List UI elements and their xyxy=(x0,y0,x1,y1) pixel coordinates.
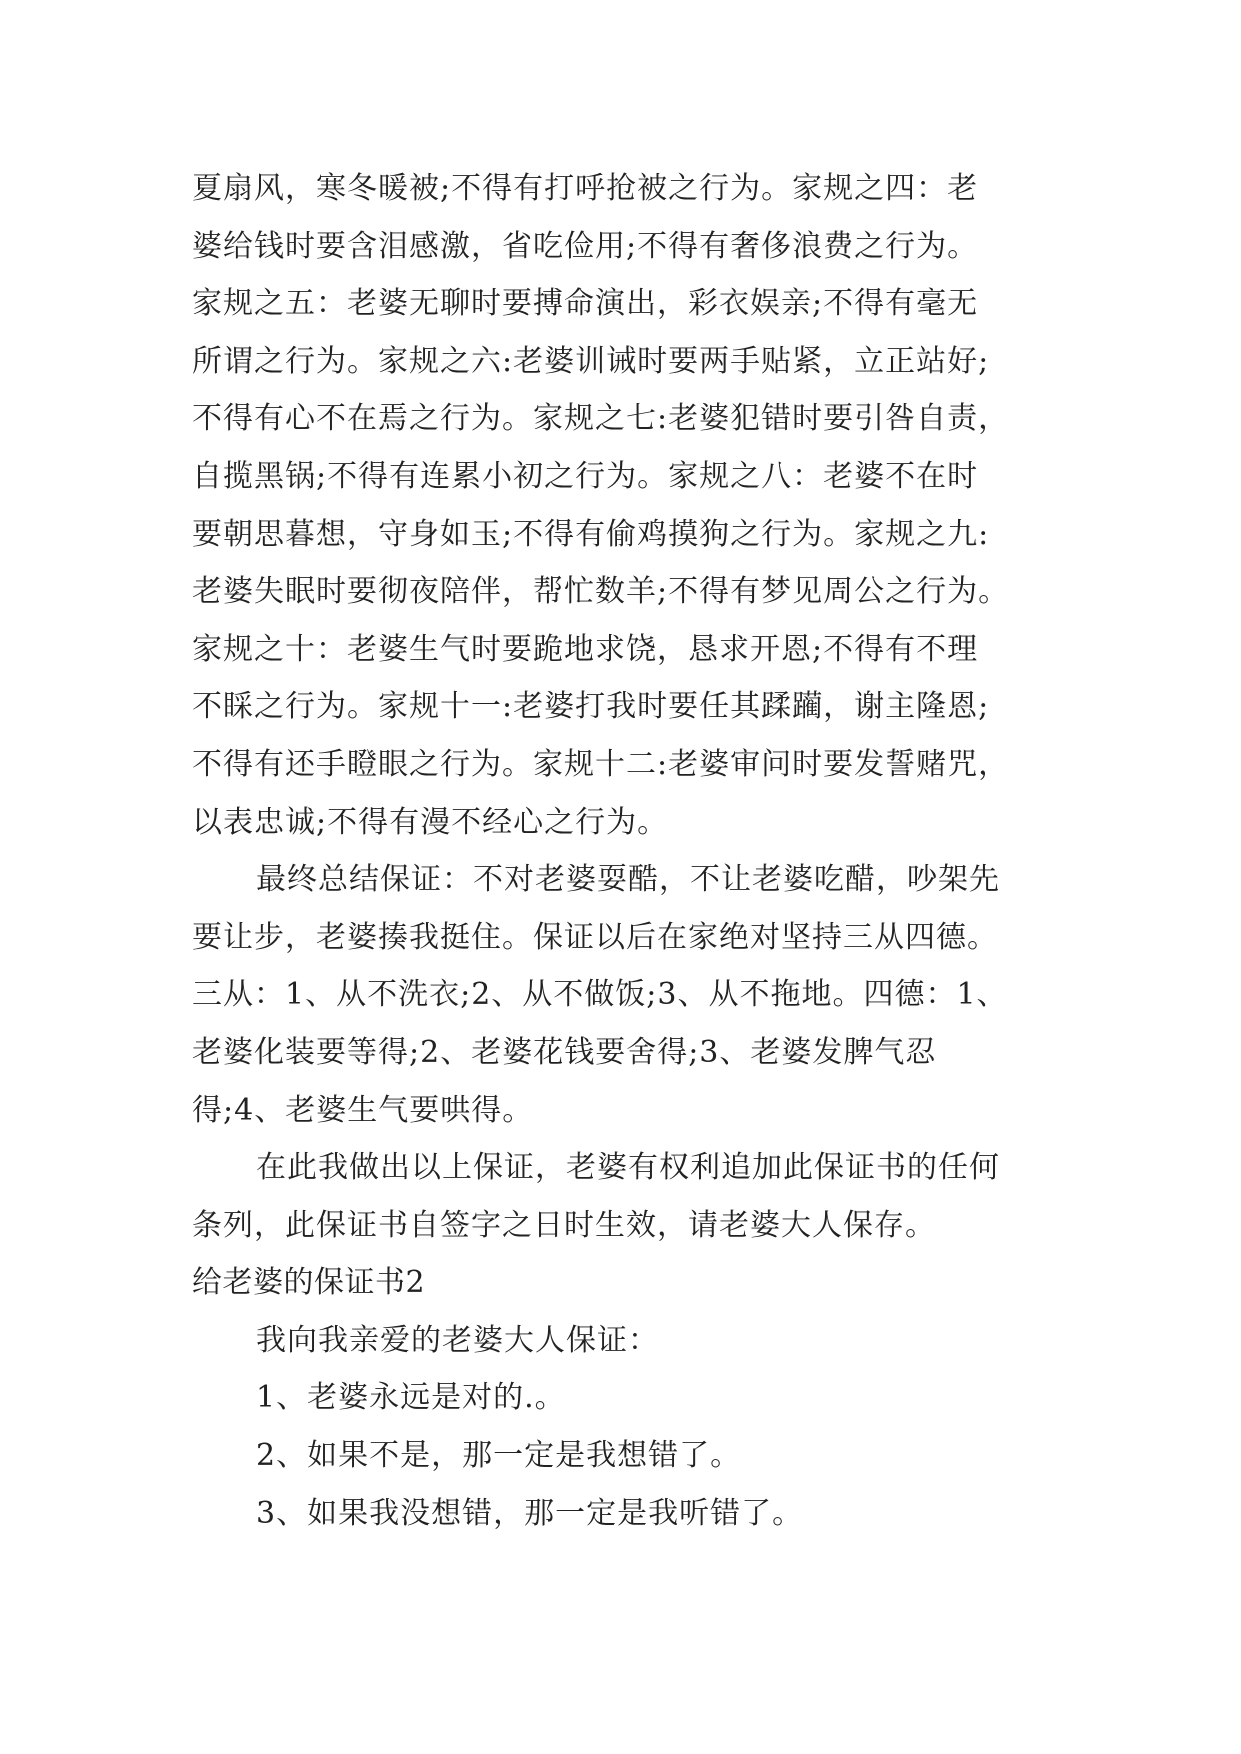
text-line: 要让步，老婆揍我挺住。保证以后在家绝对坚持三从四德。 xyxy=(192,919,998,955)
text-line: 老婆失眠时要彻夜陪伴，帮忙数羊;不得有梦见周公之行为。 xyxy=(192,574,1010,610)
text-line: 家规之十：老婆生气时要跪地求饶，恳求开恩;不得有不理 xyxy=(192,631,979,667)
text-line: 婆给钱时要含泪感激，省吃俭用;不得有奢侈浪费之行为。 xyxy=(192,228,979,264)
paragraph-start-line: 最终总结保证：不对老婆耍酷，不让老婆吃醋，吵架先 xyxy=(256,862,1000,898)
document-body xyxy=(192,160,1072,1542)
list-item: 2、如果不是，那一定是我想错了。 xyxy=(256,1438,742,1474)
text-line: 自揽黑锅;不得有连累小初之行为。家规之八：老婆不在时 xyxy=(192,458,979,494)
text-line: 得;4、老婆生气要哄得。 xyxy=(192,1092,534,1128)
text-line: 要朝思暮想，守身如玉;不得有偷鸡摸狗之行为。家规之九: xyxy=(192,516,990,552)
text-line: 条列，此保证书自签字之日时生效，请老婆大人保存。 xyxy=(192,1207,936,1243)
section-heading: 给老婆的保证书2 xyxy=(192,1265,426,1301)
text-line: 家规之五：老婆无聊时要搏命演出，彩衣娱亲;不得有毫无 xyxy=(192,286,979,322)
text-line: 夏扇风，寒冬暖被;不得有打呼抢被之行为。家规之四：老 xyxy=(192,171,979,206)
text-line: 不得有心不在焉之行为。家规之七:老婆犯错时要引咎自责， xyxy=(192,401,1010,437)
text-line: 三从：1、从不洗衣;2、从不做饭;3、从不拖地。四德：1、 xyxy=(192,977,1008,1013)
list-item: 3、如果我没想错，那一定是我听错了。 xyxy=(256,1495,804,1531)
paragraph-start-line: 在此我做出以上保证，老婆有权利追加此保证书的任何 xyxy=(256,1150,1000,1186)
text-line: 以表忠诚;不得有漫不经心之行为。 xyxy=(192,804,669,840)
text-line: 老婆化装要等得;2、老婆花钱要舍得;3、老婆发脾气忍 xyxy=(192,1034,937,1070)
paragraph-start-line: 我向我亲爱的老婆大人保证： xyxy=(256,1322,659,1358)
text-line: 不得有还手瞪眼之行为。家规十二:老婆审问时要发誓赌咒， xyxy=(192,746,1010,782)
list-item: 1、老婆永远是对的.。 xyxy=(256,1380,566,1416)
text-line: 不睬之行为。家规十一:老婆打我时要任其蹂躏，谢主隆恩; xyxy=(192,689,990,725)
text-line: 所谓之行为。家规之六:老婆训诫时要两手贴紧，立正站好; xyxy=(192,343,990,379)
